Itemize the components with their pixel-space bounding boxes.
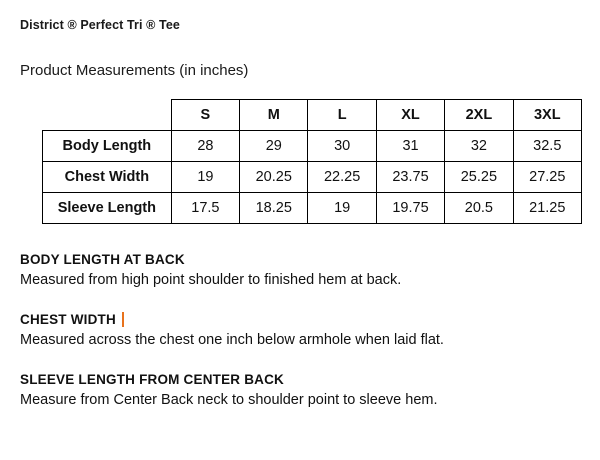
table-cell: 32 xyxy=(445,131,513,162)
table-cell: 19.75 xyxy=(376,193,444,224)
section-description: Measured from high point shoulder to finished hem at back. xyxy=(20,272,402,288)
table-cell: 20.25 xyxy=(240,162,308,193)
table-header-cell: L xyxy=(308,100,376,131)
size-chart-table xyxy=(42,99,582,224)
table-cell: 28 xyxy=(171,131,239,162)
section-description: Measured across the chest one inch below armhole when laid flat. xyxy=(20,332,444,348)
table-cell: 19 xyxy=(308,193,376,224)
text-cursor-caret xyxy=(122,312,124,327)
table-cell: 27.25 xyxy=(513,162,581,193)
measurements-heading: Product Measurements (in inches) xyxy=(20,62,249,79)
section-title-text: BODY LENGTH AT BACK xyxy=(20,252,185,267)
section-title-text: SLEEVE LENGTH FROM CENTER BACK xyxy=(20,372,285,387)
table-cell: 25.25 xyxy=(445,162,513,193)
section-body-length xyxy=(20,252,582,288)
product-title: District ® Perfect Tri ® Tee xyxy=(20,18,180,32)
table-header-row xyxy=(43,100,582,131)
table-header-cell: S xyxy=(171,100,239,131)
table-cell: 32.5 xyxy=(513,131,581,162)
section-title-text: CHEST WIDTH xyxy=(20,312,116,327)
table-cell: 19 xyxy=(171,162,239,193)
table-header-cell: XL xyxy=(376,100,444,131)
table-header-cell: M xyxy=(240,100,308,131)
row-label: Sleeve Length xyxy=(43,193,172,224)
table-header-cell: 3XL xyxy=(513,100,581,131)
table-cell: 18.25 xyxy=(240,193,308,224)
table-row xyxy=(43,131,582,162)
table-cell: 23.75 xyxy=(376,162,444,193)
table-cell: 20.5 xyxy=(445,193,513,224)
table-corner-cell xyxy=(43,100,172,131)
table-cell: 22.25 xyxy=(308,162,376,193)
table-cell: 21.25 xyxy=(513,193,581,224)
table-cell: 30 xyxy=(308,131,376,162)
section-title xyxy=(20,252,582,267)
table-row xyxy=(43,193,582,224)
section-description: Measure from Center Back neck to shoulder point to sleeve hem. xyxy=(20,392,438,408)
row-label: Body Length xyxy=(43,131,172,162)
section-chest-width xyxy=(20,312,582,348)
row-label: Chest Width xyxy=(43,162,172,193)
section-title xyxy=(20,312,582,327)
section-sleeve-length xyxy=(20,372,582,408)
section-title xyxy=(20,372,582,387)
table-cell: 31 xyxy=(376,131,444,162)
table-header-cell: 2XL xyxy=(445,100,513,131)
table-cell: 17.5 xyxy=(171,193,239,224)
table-cell: 29 xyxy=(240,131,308,162)
table-row xyxy=(43,162,582,193)
